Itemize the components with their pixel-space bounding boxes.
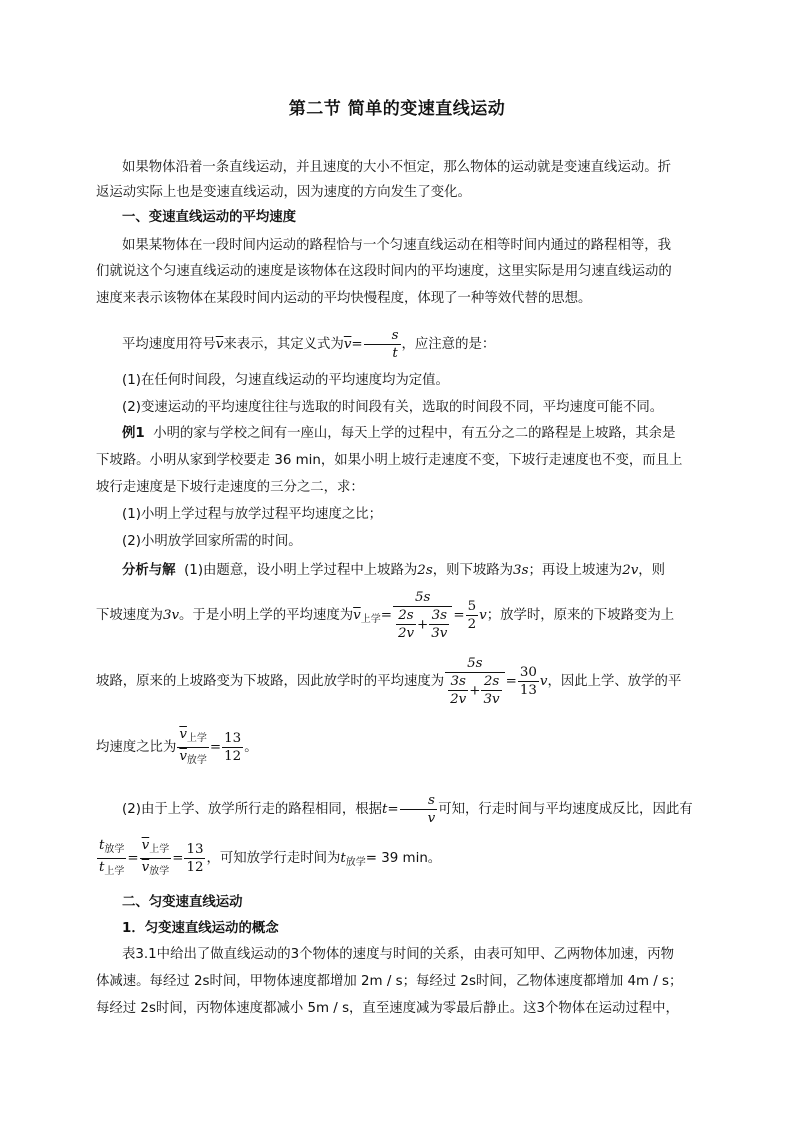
- text: (2)由于上学、放学所行走的路程相同，根据: [122, 802, 382, 817]
- plus-sign: +: [417, 617, 429, 632]
- text: 下坡速度为: [96, 608, 163, 623]
- paragraph-line: 如果物体沿着一条直线运动，并且速度的大小不恒定，那么物体的运动就是变速直线运动。折: [122, 160, 672, 175]
- subscript-up: 上学: [104, 865, 125, 877]
- solution-line: [96, 836, 700, 886]
- v-bar-symbol: $\overline{v}$: [179, 726, 187, 742]
- denominator: [177, 748, 209, 769]
- paragraph-line: 体减速。每经过 2s时间，甲物体速度都增加 2m / s；每经过 2s时间，乙物体速度都增加 4m / s；: [96, 974, 683, 989]
- subscript-down: 放学: [345, 857, 366, 868]
- math-2s: 2s: [417, 563, 433, 578]
- text: ，则: [638, 563, 666, 578]
- fraction-s-over-t: [364, 327, 401, 362]
- numerator: 5: [467, 598, 477, 614]
- section-heading: 一、变速直线运动的平均速度: [122, 210, 297, 225]
- equals-sign: =: [380, 608, 392, 623]
- ratio-fraction: [140, 837, 172, 880]
- text: ，可知放学行走时间为: [206, 851, 341, 866]
- equals-sign: =: [387, 802, 399, 817]
- subscript-down: 放学: [149, 865, 170, 877]
- v-bar-symbol: $\overline{v}$: [343, 337, 352, 352]
- math-v: v: [479, 608, 487, 623]
- v-bar-symbol: $\overline{v}$: [353, 608, 361, 623]
- text: 来表示，其定义式为: [223, 337, 344, 352]
- text: (1)由题意，设小明上学过程中上坡路为: [184, 563, 418, 578]
- denominator: 2v: [450, 691, 467, 707]
- plus-sign: +: [469, 683, 481, 698]
- fraction: [481, 673, 501, 708]
- ratio-fraction: [177, 726, 209, 769]
- solution-line: [96, 725, 700, 771]
- text: ；放学时，原来的下坡路变为上: [486, 608, 675, 623]
- numerator: 13: [186, 841, 204, 857]
- solution-line: [96, 586, 700, 650]
- numerator: s: [400, 792, 438, 810]
- question-item: (1)小明上学过程与放学过程平均速度之比；: [122, 507, 382, 522]
- note-item: (1)在任何时间段，匀速直线运动的平均速度均为定值。: [122, 373, 449, 388]
- numerator: 13: [224, 730, 242, 746]
- v-bar-symbol: $\overline{v}$: [179, 748, 187, 764]
- fraction: [222, 730, 243, 765]
- page-title: 第二节 简单的变速直线运动: [288, 99, 506, 119]
- denominator: 3v: [431, 625, 448, 641]
- numerator: 5s: [445, 655, 504, 673]
- paragraph-line: 们就说这个匀速直线运动的速度是该物体在这段时间内的平均速度，这里实际是用匀速直线运动的: [96, 264, 672, 279]
- denominator: 12: [186, 859, 204, 875]
- solution-label: 分析与解: [122, 563, 176, 578]
- compound-fraction: [393, 589, 452, 642]
- numerator: 3s: [448, 673, 468, 691]
- subscript-up: 上学: [360, 614, 381, 625]
- time-ratio-fraction: [97, 837, 126, 880]
- question-item: (2)小明放学回家所需的时间。: [122, 534, 302, 549]
- numerator: 30: [519, 664, 537, 680]
- equals-sign: =: [209, 740, 222, 755]
- solution-line: [96, 652, 700, 712]
- denominator: 3v: [483, 691, 500, 707]
- numerator: 5s: [393, 589, 452, 607]
- denominator: [97, 859, 126, 880]
- denominator: [393, 607, 452, 642]
- fraction: [518, 664, 539, 699]
- denominator: 12: [224, 748, 242, 764]
- text: 平均速度用符号: [122, 337, 216, 352]
- text: = 39 min。: [365, 851, 442, 866]
- denominator: [140, 859, 172, 880]
- solution-line: [96, 561, 700, 581]
- numerator: 2s: [481, 673, 501, 691]
- math-t: t: [99, 837, 105, 853]
- math-t: t: [99, 859, 105, 875]
- denominator: [445, 673, 504, 708]
- equals-sign: =: [127, 851, 139, 866]
- numerator: 3s: [429, 607, 449, 625]
- example-line: [96, 424, 700, 444]
- compound-fraction: [445, 655, 504, 708]
- subsection-heading: 1．匀变速直线运动的概念: [122, 921, 279, 936]
- text: ，则下坡路为: [432, 563, 514, 578]
- fraction: [448, 673, 468, 708]
- equals-sign: =: [453, 608, 465, 623]
- solution-line: [96, 790, 700, 830]
- text: ，因此上学、放学的平: [547, 674, 682, 689]
- paragraph-line: 如果某物体在一段时间内运动的路程恰与一个匀速直线运动在相等时间内通过的路程相等，我: [122, 238, 672, 253]
- math-3s: 3s: [513, 563, 529, 578]
- fraction: [429, 607, 449, 642]
- equals-sign: =: [172, 851, 184, 866]
- note-item: (2)变速运动的平均速度往往与选取的时间段有关，选取的时间段不同，平均速度可能不同。: [122, 400, 664, 415]
- fraction: [184, 841, 205, 876]
- subscript-up: 上学: [149, 843, 170, 855]
- math-t: t: [382, 802, 388, 817]
- numerator: [140, 837, 172, 859]
- v-bar-symbol: $\overline{v}$: [141, 859, 150, 875]
- text: 可知，行走时间与平均速度成反比，因此有: [438, 802, 693, 817]
- paragraph-line: 返运动实际上也是变速直线运动，因为速度的方向发生了变化。: [96, 185, 471, 200]
- subscript-up: 上学: [186, 732, 207, 744]
- text: ；再设上坡速为: [528, 563, 623, 578]
- equals-sign: =: [505, 674, 517, 689]
- paragraph-line: 速度来表示该物体在某段时间内运动的平均快慢程度，体现了一种等效代替的思想。: [96, 291, 592, 306]
- math-v: v: [539, 674, 548, 689]
- numerator: [177, 726, 209, 748]
- paragraph-line: 每经过 2s时间，丙物体速度都减小 5m / s，直至速度减为零最后静止。这3个物体在运动过程中，: [96, 1001, 679, 1016]
- denominator: v: [427, 810, 436, 826]
- text: 均速度之比为: [96, 740, 177, 755]
- text: 。于是小明上学的平均速度为: [179, 608, 354, 623]
- math-t: t: [340, 851, 346, 866]
- text: ，应注意的是：: [401, 337, 496, 352]
- fraction: [396, 607, 416, 642]
- text: 小明的家与学校之间有一座山，每天上学的过程中，有五分之二的路程是上坡路，其余是: [153, 426, 676, 441]
- numerator: [97, 837, 126, 859]
- subscript-down: 放学: [186, 754, 207, 766]
- example-line: 下坡路。小明从家到学校要走 36 min，如果小明上坡行走速度不变，下坡行走速度也不变，而且上: [96, 453, 683, 468]
- paragraph-line: 表3.1中给出了做直线运动的3个物体的速度与时间的关系，由表可知甲、乙两物体加速，丙物: [122, 947, 675, 962]
- denominator: t: [392, 345, 398, 361]
- denominator: 2: [467, 616, 477, 632]
- definition-line: [96, 325, 700, 365]
- math-3v: 3v: [162, 608, 180, 623]
- math-2v: 2v: [622, 563, 639, 578]
- section-heading: 二、匀变速直线运动: [122, 895, 243, 910]
- text: 。: [244, 740, 258, 755]
- equals-sign: =: [351, 337, 363, 352]
- denominator: 13: [519, 682, 537, 698]
- denominator: 2v: [397, 625, 415, 641]
- numerator: s: [364, 327, 401, 345]
- fraction: [466, 598, 479, 633]
- example-line: 坡行走速度是下坡行走速度的三分之二，求：: [96, 480, 364, 495]
- example-label: 例1: [122, 426, 145, 441]
- fraction-s-over-v: [400, 792, 438, 827]
- text: 坡路，原来的上坡路变为下坡路，因此放学时的平均速度为: [96, 674, 445, 689]
- numerator: 2s: [396, 607, 416, 625]
- subscript-down: 放学: [104, 843, 125, 855]
- v-bar-symbol: $\overline{v}$: [215, 337, 224, 352]
- v-bar-symbol: $\overline{v}$: [141, 837, 150, 853]
